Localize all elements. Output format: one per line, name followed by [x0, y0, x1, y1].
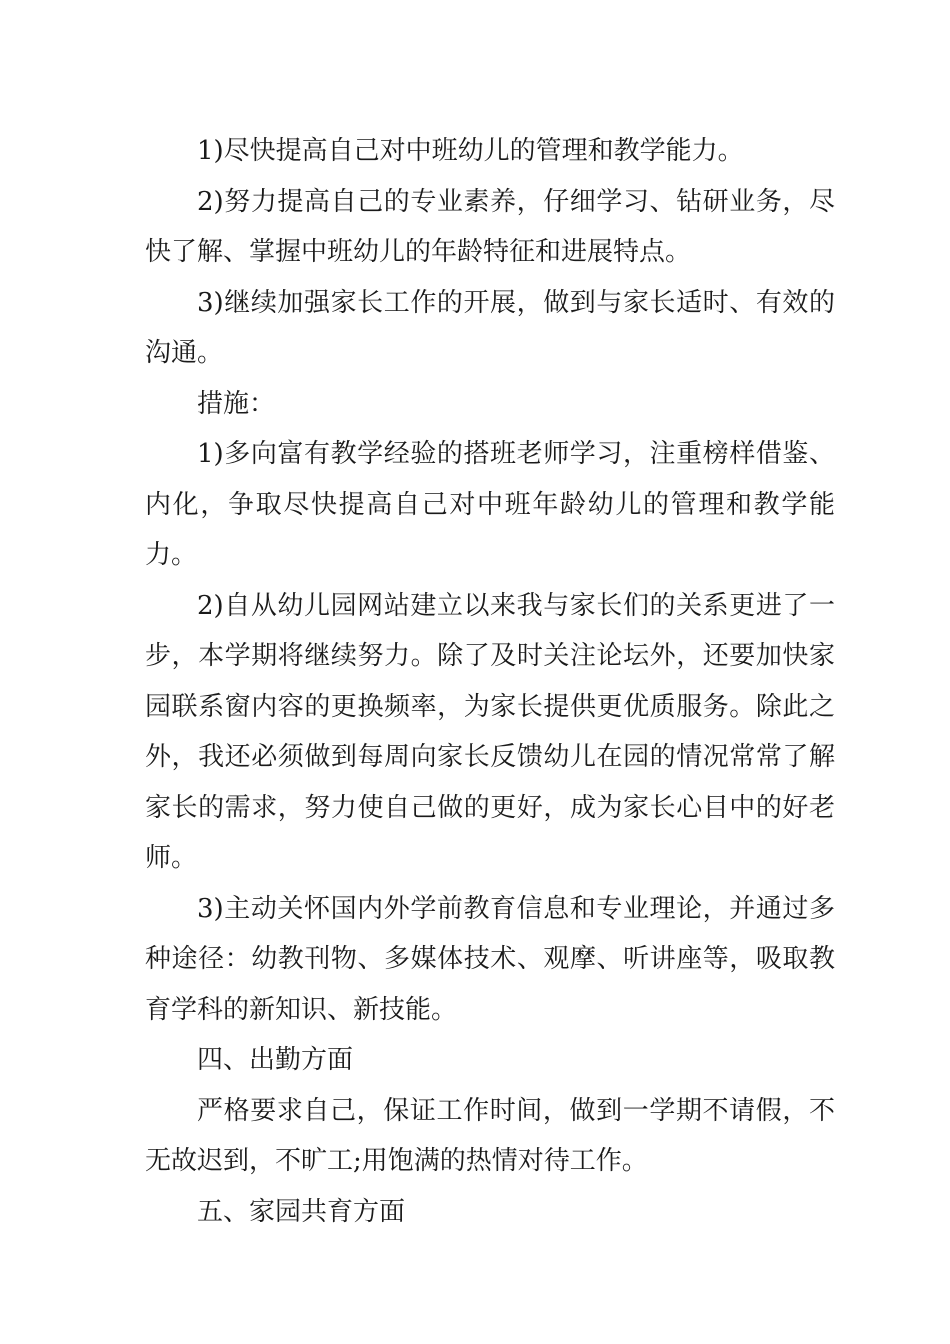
- paragraph-measures-heading: 措施：: [197, 388, 276, 419]
- paragraph-measure-1: 1)多向富有教学经验的搭班老师学习，注重榜样借鉴、内化，争取尽快提高自己对中班年龄幼儿的管理和教学能力。: [145, 439, 835, 570]
- paragraph-goal-1: 1)尽快提高自己对中班幼儿的管理和教学能力。: [197, 136, 744, 166]
- paragraph-goal-3: 3)继续加强家长工作的开展，做到与家长适时、有效的沟通。: [145, 287, 835, 368]
- document-body: [145, 126, 835, 1237]
- section-heading-attendance: 四、出勤方面: [197, 1045, 354, 1075]
- paragraph-measure-2: 2)自从幼儿园网站建立以来我与家长们的关系更进了一步，本学期将继续努力。除了及时关注论坛外，还要加快家园联系窗内容的更换频率，为家长提供更优质服务。除此之外，我还必须做到每周向家长反馈幼儿在园的情况常常了解家长的需求，努力使自己做的更好，成为家长心目中的好老师。: [145, 590, 835, 873]
- paragraph-attendance: 严格要求自己，保证工作时间，做到一学期不请假，不无故迟到，不旷工;用饱满的热情对待工作。: [145, 1095, 835, 1176]
- paragraph-measure-3: 3)主动关怀国内外学前教育信息和专业理论，并通过多种途径：幼教刊物、多媒体技术、观摩、听讲座等，吸取教育学科的新知识、新技能。: [145, 893, 835, 1025]
- section-heading-home-school: 五、家园共育方面: [197, 1196, 406, 1227]
- paragraph-goal-2: 2)努力提高自己的专业素养，仔细学习、钻研业务，尽快了解、掌握中班幼儿的年龄特征和进展特点。: [145, 186, 835, 267]
